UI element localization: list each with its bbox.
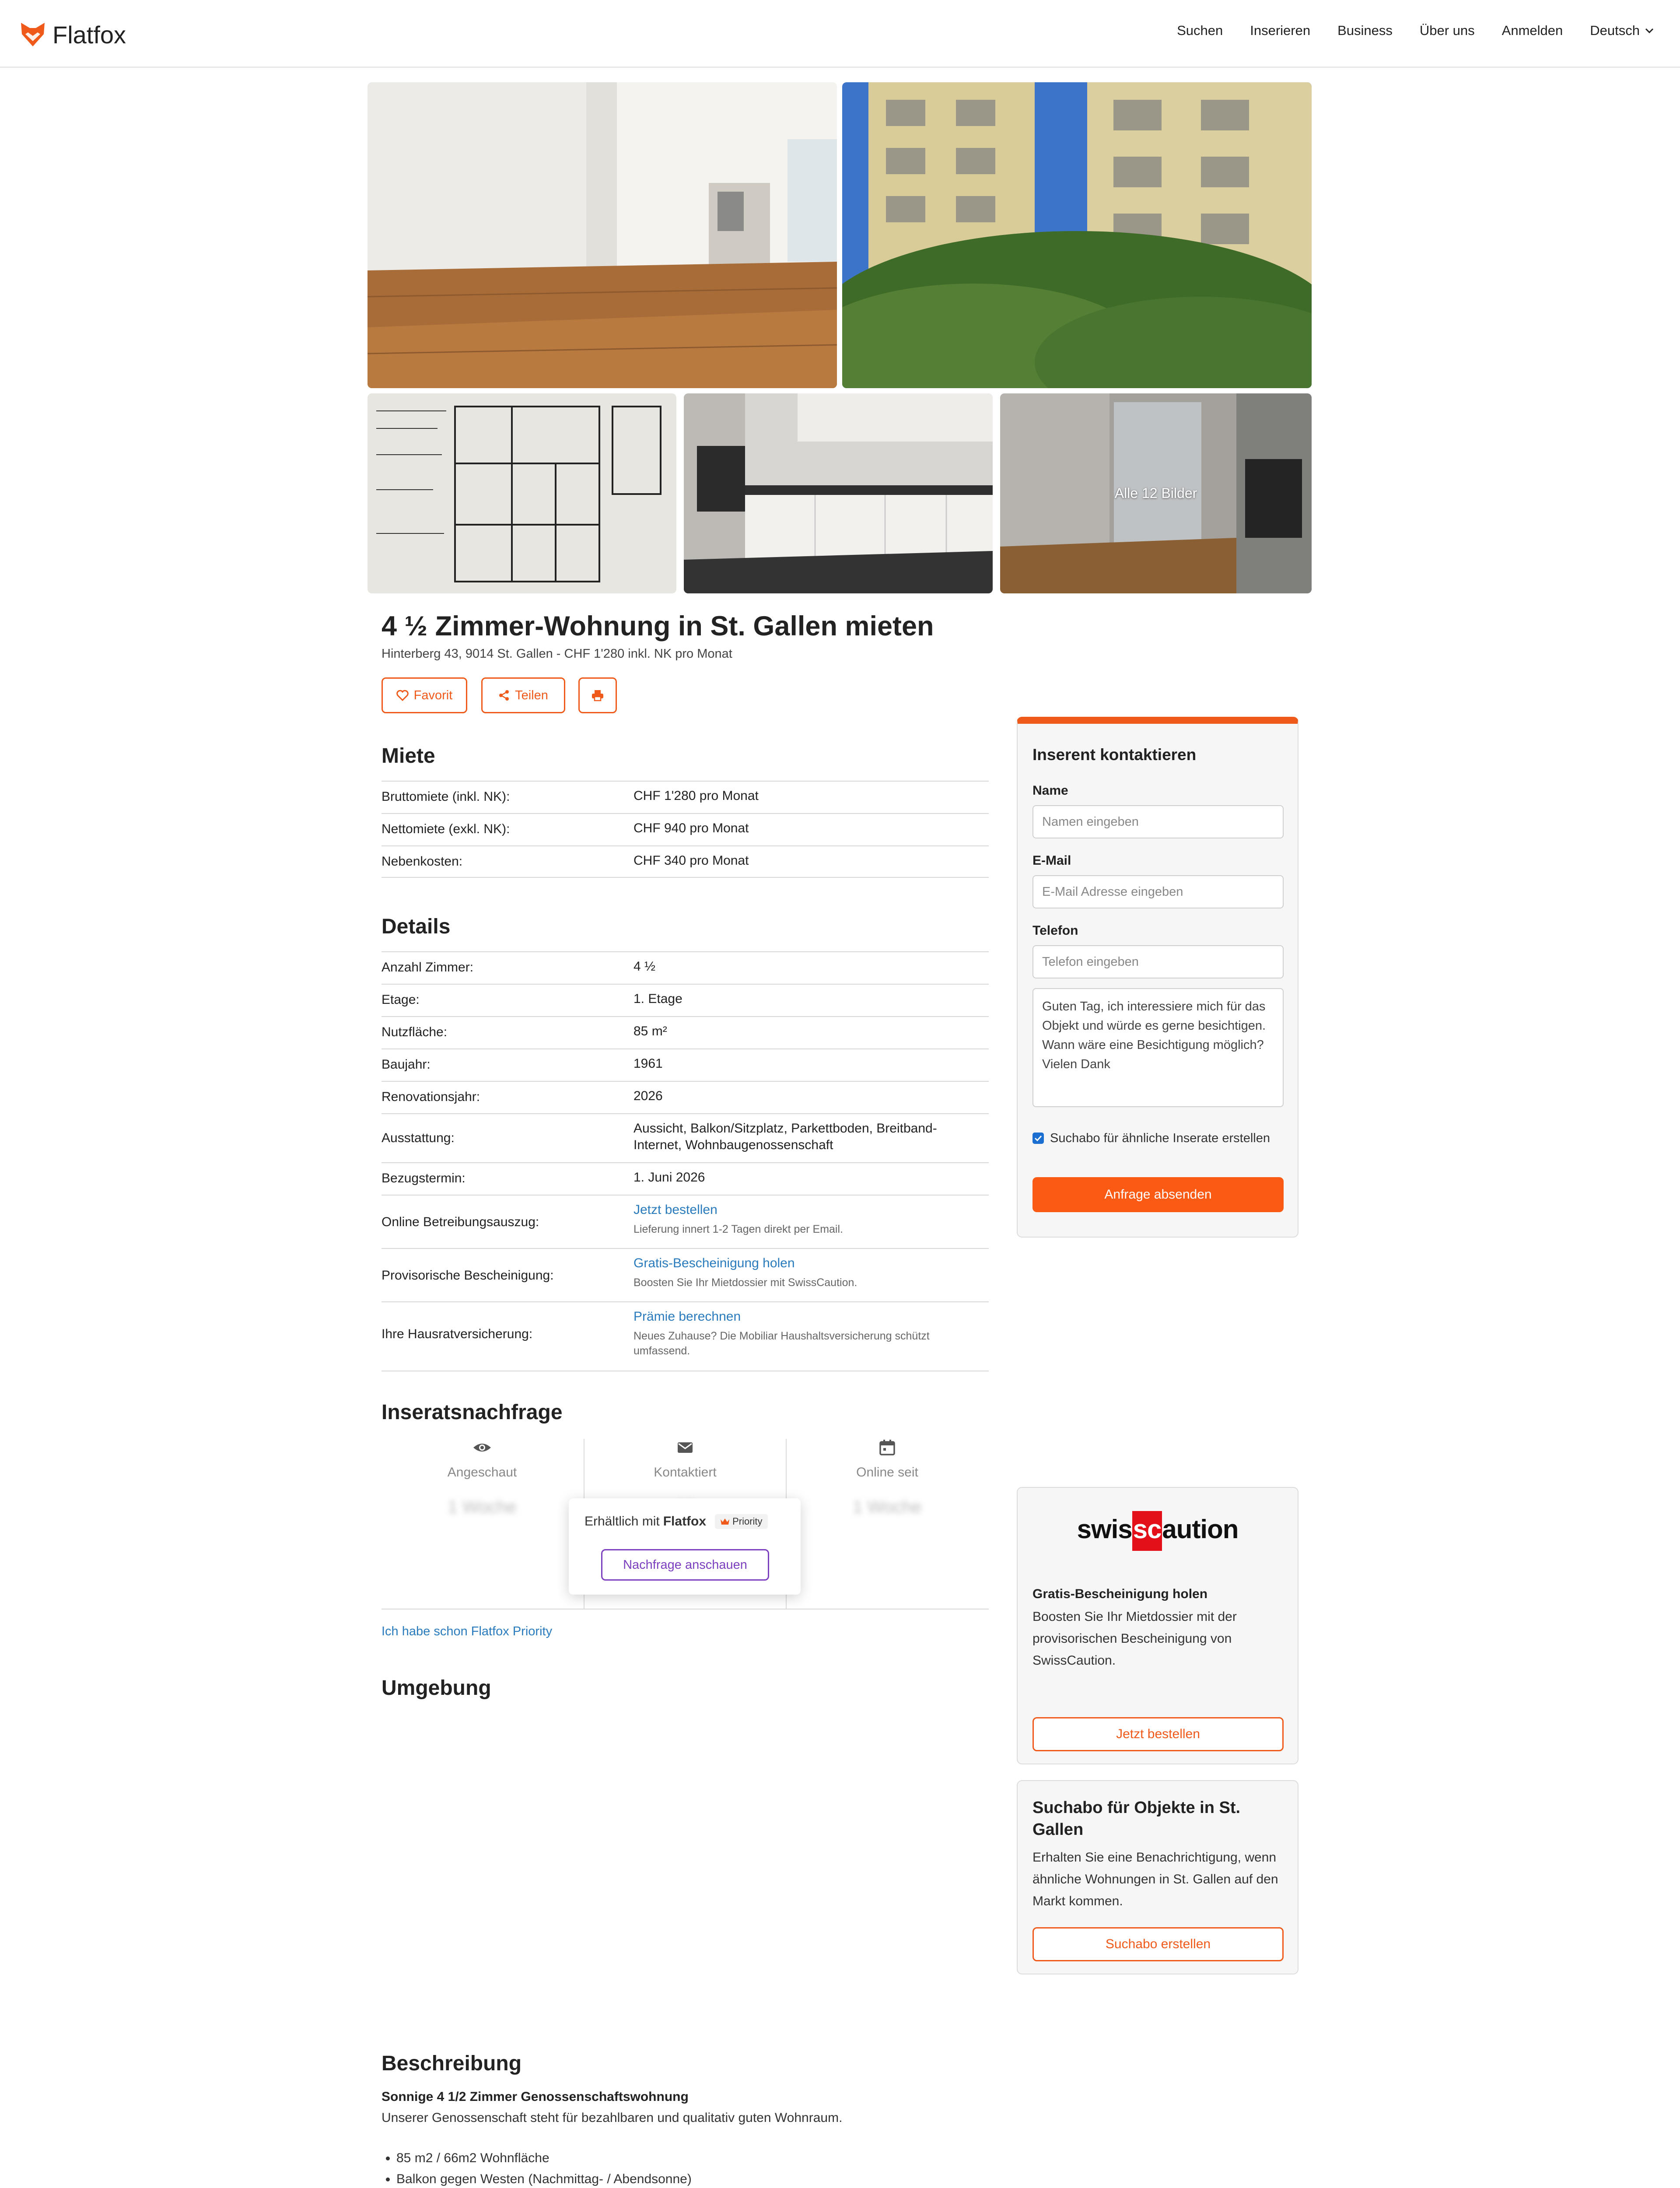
main-nav [1150, 23, 1656, 39]
service-description: Neues Zuhause? Die Mobiliar Haushaltsversicherung schützt umfassend. [634, 1330, 930, 1357]
rent-row-label: Nettomiete (exkl. NK): [382, 822, 510, 836]
rent-row-label: Bruttomiete (inkl. NK): [382, 789, 510, 804]
swisscaution-logo [1018, 1514, 1298, 1544]
service-description: Boosten Sie Ihr Mietdossier mit SwissCaution. [634, 1276, 858, 1289]
photo-building-exterior[interactable] [842, 82, 1312, 388]
stat-label: Kontaktiert [654, 1465, 717, 1480]
order-certificate-button[interactable]: Jetzt bestellen [1032, 1717, 1284, 1751]
swisscaution-logo-part: aution [1162, 1515, 1239, 1544]
detail-value: 4 ½ [634, 959, 656, 974]
detail-label: Bezugstermin: [382, 1171, 466, 1185]
email-input[interactable]: E-Mail Adresse eingeben [1032, 875, 1284, 908]
message-textarea[interactable]: Guten Tag, ich interessiere mich für das Objekt und würde es gerne besichtigen. Wann wäre eine Besichtigung möglich? Vielen Dank [1032, 988, 1284, 1107]
search-alert-label: Suchabo für ähnliche Inserate erstellen [1050, 1131, 1270, 1145]
detail-value: 85 m² [634, 1024, 667, 1038]
eye-icon [472, 1439, 492, 1456]
service-label: Online Betreibungsauszug: [382, 1215, 539, 1229]
nav-about[interactable]: Über uns [1419, 23, 1475, 38]
description-heading: Beschreibung [382, 2052, 522, 2075]
rent-row [382, 845, 989, 878]
photo-hallway-all[interactable] [1000, 393, 1312, 593]
all-photos-link[interactable]: Alle 12 Bilder [1114, 485, 1197, 501]
rent-row-label: Nebenkosten: [382, 854, 463, 869]
detail-label: Renovationsjahr: [382, 1090, 480, 1104]
swisscaution-title: Gratis-Bescheinigung holen [1032, 1587, 1208, 1601]
favorite-label: Favorit [413, 688, 453, 702]
flatfox-logo[interactable] [19, 19, 126, 50]
print-button[interactable] [578, 677, 617, 713]
free-certificate-link[interactable]: Gratis-Bescheinigung holen [634, 1256, 795, 1270]
nav-search[interactable]: Suchen [1177, 23, 1223, 38]
service-description: Lieferung innert 1-2 Tagen direkt per Email. [634, 1223, 843, 1235]
swisscaution-logo-part: swis [1077, 1515, 1132, 1544]
stat-value-blurred: 1 Woche [853, 1497, 922, 1517]
share-button[interactable] [481, 677, 565, 713]
search-alert-text: Erhalten Sie eine Benachrichtigung, wenn ähnliche Wohnungen in St. Gallen auf den Markt kommen. [1032, 1850, 1278, 1908]
name-input[interactable]: Namen eingeben [1032, 805, 1284, 838]
listing-address: Hinterberg 43, 9014 St. Gallen - CHF 1'280 inkl. NK pro Monat [382, 647, 732, 661]
detail-value: 2026 [634, 1089, 663, 1103]
priority-login-link[interactable]: Ich habe schon Flatfox Priority [382, 1624, 553, 1638]
photo-floorplan[interactable] [368, 393, 676, 593]
photo-kitchen[interactable] [684, 393, 993, 593]
nav-business[interactable]: Business [1337, 23, 1393, 38]
description-subtitle: Sonnige 4 1/2 Zimmer Genossenschaftswohnung [382, 2090, 689, 2104]
service-row [382, 1195, 989, 1248]
detail-label: Etage: [382, 992, 420, 1007]
contact-heading: Inserent kontaktieren [1032, 746, 1197, 764]
send-inquiry-button[interactable]: Anfrage absenden [1032, 1177, 1284, 1212]
rent-row [382, 781, 989, 813]
rent-row-value: CHF 1'280 pro Monat [634, 789, 759, 803]
rent-row-value: CHF 940 pro Monat [634, 821, 749, 835]
nav-login[interactable]: Anmelden [1502, 23, 1563, 38]
search-alert-box [1017, 1780, 1298, 1974]
nav-advertise[interactable]: Inserieren [1250, 23, 1311, 38]
list-item: • Balkon gegen Westen (Nachmittag- / Abendsonne) [396, 2169, 994, 2188]
site-header [0, 0, 1680, 68]
share-icon [498, 690, 510, 701]
rent-heading: Miete [382, 744, 435, 768]
detail-row [382, 1113, 989, 1162]
priority-popup-text: Erhältlich mit [584, 1514, 660, 1529]
create-search-alert-button[interactable]: Suchabo erstellen [1032, 1927, 1284, 1961]
chevron-down-icon [1643, 25, 1656, 37]
surroundings-heading: Umgebung [382, 1676, 491, 1700]
detail-row [382, 1081, 989, 1113]
service-row [382, 1301, 989, 1371]
detail-row [382, 1162, 989, 1195]
share-label: Teilen [515, 688, 548, 702]
detail-row [382, 951, 989, 984]
rent-row [382, 813, 989, 845]
service-row [382, 1248, 989, 1301]
detail-row [382, 1016, 989, 1048]
detail-label: Ausstattung: [382, 1131, 455, 1145]
calculate-premium-link[interactable]: Prämie berechnen [634, 1309, 741, 1324]
swisscaution-text: Boosten Sie Ihr Mietdossier mit der provisorischen Bescheinigung von SwissCaution. [1032, 1609, 1237, 1668]
name-label: Name [1032, 783, 1068, 798]
email-label: E-Mail [1032, 853, 1071, 868]
rent-row-value: CHF 340 pro Monat [634, 853, 749, 868]
calendar-icon [878, 1439, 896, 1456]
service-label: Provisorische Bescheinigung: [382, 1268, 554, 1283]
priority-badge [715, 1514, 767, 1529]
description-intro: Unserer Genossenschaft steht für bezahlbaren und qualitativ guten Wohnraum. [382, 2111, 843, 2125]
stat-value-blurred: 1 Woche [448, 1497, 517, 1517]
swisscaution-box [1017, 1487, 1298, 1764]
phone-input[interactable]: Telefon eingeben [1032, 945, 1284, 978]
search-alert-checkbox-row[interactable] [1032, 1128, 1278, 1148]
order-debt-extract-link[interactable]: Jetzt bestellen [634, 1203, 718, 1217]
language-switcher[interactable] [1590, 23, 1656, 39]
detail-label: Nutzfläche: [382, 1025, 448, 1039]
heart-icon [396, 690, 409, 701]
page-title: 4 ½ Zimmer-Wohnung in St. Gallen mieten [382, 611, 934, 642]
photo-living-room[interactable] [368, 82, 837, 388]
priority-popup [569, 1498, 801, 1595]
detail-row [382, 1048, 989, 1081]
stat-online-since [787, 1439, 988, 1596]
fox-icon [19, 21, 46, 48]
detail-label: Anzahl Zimmer: [382, 960, 474, 975]
view-demand-button[interactable]: Nachfrage anschauen [601, 1549, 769, 1581]
check-icon [1034, 1134, 1043, 1143]
priority-popup-brand: Flatfox [663, 1514, 707, 1529]
feature-list [382, 2148, 994, 2188]
service-label: Ihre Hausratversicherung: [382, 1327, 533, 1341]
favorite-button[interactable] [382, 677, 467, 713]
details-heading: Details [382, 915, 451, 938]
list-item: • 85 m2 / 66m2 Wohnfläche [396, 2148, 994, 2169]
contact-form [1017, 717, 1298, 1238]
stat-label: Online seit [856, 1465, 918, 1480]
stat-label: Angeschaut [447, 1465, 517, 1480]
detail-row [382, 984, 989, 1016]
stat-viewed [382, 1439, 583, 1596]
swisscaution-logo-part: sc [1132, 1511, 1162, 1551]
language-label: Deutsch [1590, 23, 1640, 38]
crown-icon [720, 1518, 730, 1525]
search-alert-title: Suchabo für Objekte in St. Gallen [1032, 1799, 1241, 1839]
demand-heading: Inseratsnachfrage [382, 1401, 563, 1424]
mail-icon [676, 1439, 694, 1456]
detail-value: 1961 [634, 1056, 663, 1071]
brand-name: Flatfox [52, 21, 126, 49]
detail-label: Baujahr: [382, 1057, 430, 1072]
phone-label: Telefon [1032, 923, 1078, 938]
detail-value: Aussicht, Balkon/Sitzplatz, Parkettboden, Breitband-Internet, Wohnbaugenossenschaft [634, 1121, 937, 1152]
priority-badge-label: Priority [732, 1516, 763, 1527]
checkbox-checked[interactable] [1032, 1133, 1044, 1144]
detail-value: 1. Juni 2026 [634, 1170, 705, 1185]
detail-value: 1. Etage [634, 992, 682, 1006]
description-body [382, 2086, 994, 2188]
print-icon [591, 689, 604, 701]
